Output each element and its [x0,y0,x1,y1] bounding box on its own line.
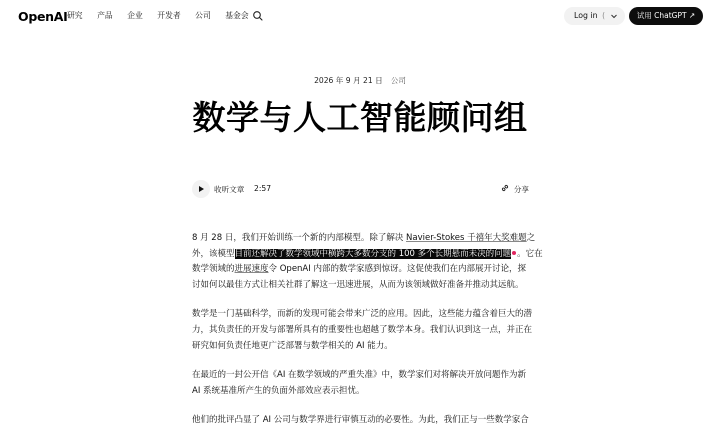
language-glyph: ( [602,11,605,20]
audio-duration: 2:57 [254,184,272,193]
link-icon[interactable] [500,183,510,193]
text: 研究如何负责任地更广泛部署与数学相关的 AI 能力。 [192,340,393,351]
publish-date: 2026 年 9 月 21 日 [314,76,383,85]
paragraph-4 [192,413,530,429]
paragraph-2 [192,307,533,354]
page-title: 数学与人工智能顾问组 [192,98,528,137]
top-navigation [0,0,720,32]
text: 。它在 [517,248,543,259]
paragraph-3 [192,368,530,399]
nav-links [67,10,263,22]
text-cursor-handle[interactable] [512,251,516,255]
audio-player [192,178,529,200]
chevron-down-icon [610,12,618,20]
text: 他们的批评凸显了 AI 公司与数学界进行审慎互动的必要性。为此，我们正与一些数学家合 [192,415,529,426]
share-button[interactable]: 分享 [513,185,529,194]
article-meta [0,75,720,86]
selected-text[interactable]: 目前还解决了数学领域中横跨大多数分支的 100 多个长期悬而未决的问题 [234,248,512,259]
nav-developers[interactable]: 开发者 [157,11,181,20]
text: 讨如何以最佳方式让相关社群了解这一迅速进展，从而为该领域做好准备并推动其远航。 [192,279,524,290]
progress-speed-link[interactable]: 进展速度 [234,264,269,275]
text: 数学领域的 [192,264,235,275]
nav-business[interactable]: 企业 [127,11,143,20]
category-link[interactable]: 公司 [390,76,406,85]
paragraph-1 [192,231,543,293]
openai-logo[interactable]: OpenAI [18,9,68,24]
nav-products[interactable]: 产品 [97,11,113,20]
nav-foundation[interactable]: 基金会 [225,11,249,20]
listen-label[interactable]: 收听文章 [214,185,245,194]
play-button[interactable] [192,180,210,198]
text: 在最近的一封公开信《AI 在数学领域的严重失准》中，数学家们对将解决开放问题作为新 [192,370,527,381]
try-chatgpt-button[interactable]: 试用 ChatGPT ↗ [629,7,703,25]
text: 数学是一门基础科学，而新的发现可能会带来广泛的应用。因此，这些能力蕴含着巨大的潜 [192,309,533,320]
login-label: Log in [574,11,598,20]
navier-stokes-link[interactable]: Navier-Stokes 千禧年大奖难题 [406,233,527,243]
text: 之 [526,233,536,243]
article-body [192,231,543,443]
login-button[interactable] [564,7,625,25]
text: 8 月 28 日，我们开始训练一个新的内部模型。除了解决 [192,233,407,243]
nav-company[interactable]: 公司 [195,11,211,20]
text: 外，该模型 [192,248,235,259]
text: 令 OpenAI 内部的数学家感到惊讶。这促使我们在内部展开讨论，探 [268,264,526,275]
search-icon[interactable] [252,10,264,22]
text: 力，其负责任的开发与部署所具有的重要性也超越了数学本身。我们认识到这一点，并正在 [192,324,533,335]
text: AI 系统基准所产生的负面外部效应表示担忧。 [192,385,365,396]
nav-research[interactable]: 研究 [67,11,83,20]
